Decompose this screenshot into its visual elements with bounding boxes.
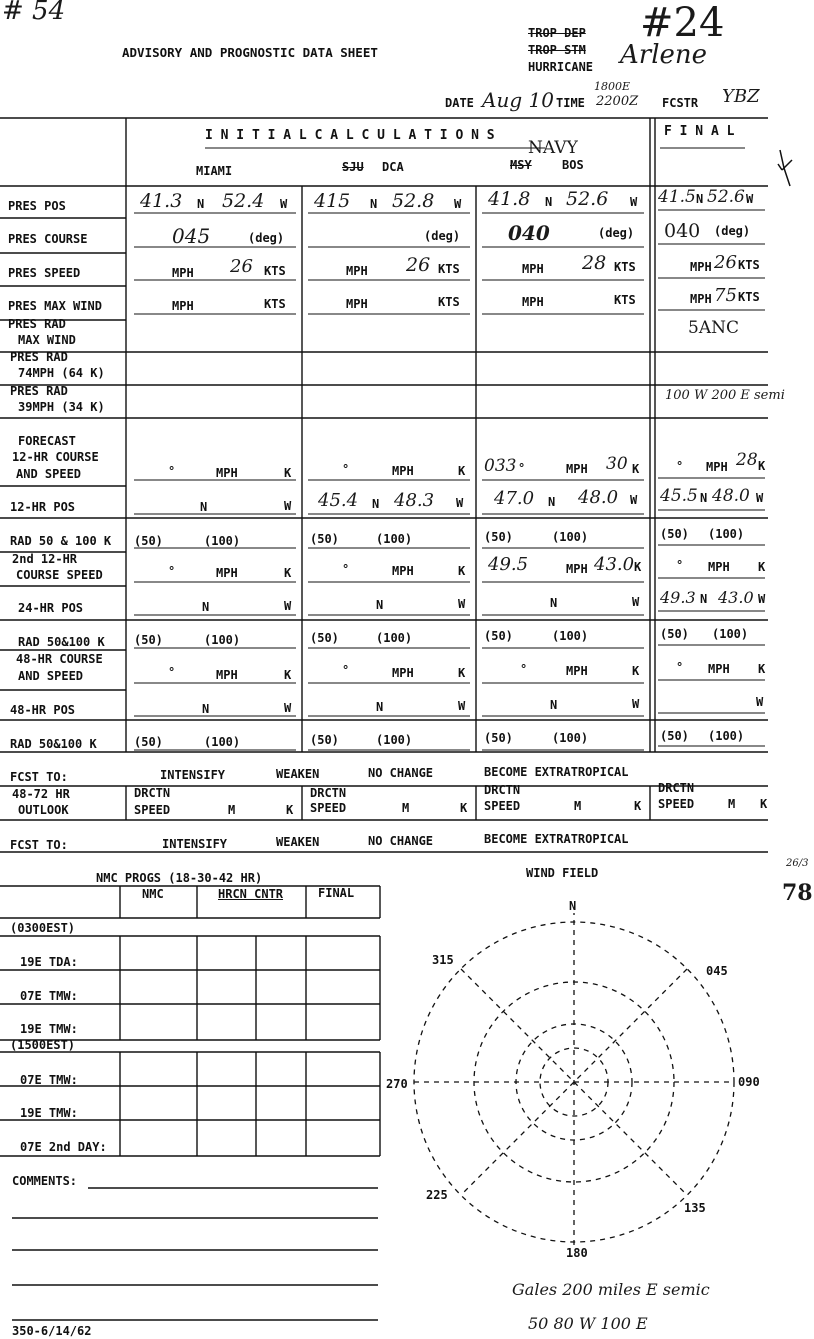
final-pos-w-label: W — [746, 192, 754, 206]
dca-r48-50: (50) — [310, 733, 339, 747]
row-12hr-pos: 12-HR POS — [10, 500, 76, 514]
final-r24-50: (50) — [660, 627, 689, 641]
miami-c48-deg: ° — [168, 665, 176, 679]
bos-c48-mph: MPH — [566, 664, 588, 678]
dca-12-lon: 48.3 — [394, 490, 435, 511]
time-label: TIME — [556, 96, 585, 110]
dca-drctn: DRCTN — [310, 786, 347, 800]
row-pres-rad-max-2: MAX WIND — [18, 333, 76, 347]
bos-r12-100: (100) — [552, 530, 589, 544]
row-pres-rad-74-1: PRES RAD — [10, 350, 68, 364]
final-fc-speed: 28 — [736, 450, 758, 470]
fcst-weaken-2: WEAKEN — [276, 835, 320, 849]
wind-135-label: 135 — [684, 1201, 706, 1215]
col-miami: MIAMI — [196, 164, 233, 178]
bos-c2-mph: MPH — [566, 562, 588, 576]
final-outlook-k: K — [760, 797, 768, 811]
outlook-label-2: OUTLOOK — [18, 803, 69, 817]
dca-r12-50: (50) — [310, 532, 339, 546]
final-fc-k: K — [758, 459, 766, 473]
dca-outlook-speed: SPEED — [310, 801, 347, 815]
fcst-extratropical-2: BECOME EXTRATROPICAL — [484, 832, 629, 846]
dca-48-n: N — [376, 700, 384, 714]
initial-calculations-heading: I N I T I A L C A L C U L A T I O N S — [205, 128, 495, 143]
miami-24-w: W — [284, 599, 292, 613]
dca-c48-mph: MPH — [392, 666, 414, 680]
final-rad-max-wind: 5ANC — [688, 318, 739, 338]
fcst-no-change-1: NO CHANGE — [368, 766, 434, 780]
miami-maxwind-kts: KTS — [264, 297, 286, 311]
miami-c48-mph: MPH — [216, 668, 238, 682]
final-r12-100: (100) — [708, 527, 745, 541]
dca-speed-mph: MPH — [346, 264, 368, 278]
final-fc-mph: MPH — [706, 460, 728, 474]
final-r48-100: (100) — [708, 729, 745, 743]
page-title: ADVISORY AND PROGNOSTIC DATA SHEET — [122, 45, 378, 60]
miami-course-deg: (deg) — [248, 231, 285, 245]
miami-r12-50: (50) — [134, 534, 163, 548]
col-navy-handwritten: NAVY — [528, 138, 578, 158]
final-24-lat: 49.3 — [660, 588, 696, 607]
final-24-n: N — [700, 592, 708, 606]
bos-c48-deg: ° — [520, 662, 528, 676]
final-rad-39: 100 W 200 E semi — [665, 388, 785, 403]
row-course48-2: AND SPEED — [18, 669, 84, 683]
wind-270-label: 270 — [386, 1077, 408, 1091]
bos-r24-100: (100) — [552, 629, 589, 643]
fcst-to-label-1: FCST TO: — [10, 770, 68, 784]
bos-12-w: W — [630, 493, 638, 507]
bos-12-lat: 47.0 — [494, 488, 535, 509]
side-note: 78 — [782, 880, 813, 906]
row-24hr-pos: 24-HR POS — [18, 601, 84, 615]
bos-drctn: DRCTN — [484, 783, 521, 797]
wind-315-label: 315 — [432, 953, 454, 967]
handwritten-note-1: Gales 200 miles E semic — [512, 1280, 710, 1299]
miami-pos-lon: 52.4 — [222, 190, 265, 212]
bos-speed: 28 — [582, 252, 607, 274]
final-speed: 26 — [714, 252, 737, 273]
bos-r48-100: (100) — [552, 731, 589, 745]
dca-c48-deg: ° — [342, 663, 350, 677]
miami-pos-lat: 41.3 — [140, 190, 183, 212]
bos-r48-50: (50) — [484, 731, 513, 745]
storm-type-trop-stm: TROP STM — [528, 43, 586, 57]
wind-field-title: WIND FIELD — [526, 866, 599, 880]
wind-n-label: N — [569, 899, 577, 913]
bos-48-w: W — [632, 697, 640, 711]
nmc-group-1500: (1500EST) — [10, 1038, 76, 1052]
bos-r12-50: (50) — [484, 530, 513, 544]
bos-speed-mph: MPH — [522, 262, 544, 276]
miami-outlook-m: M — [228, 803, 236, 817]
dca-outlook-k: K — [460, 801, 468, 815]
row-pres-rad-39-1: PRES RAD — [10, 384, 68, 398]
row-rad-12: RAD 50 & 100 K — [10, 534, 112, 548]
row-rad-24: RAD 50&100 K — [18, 635, 105, 649]
bos-maxwind-mph: MPH — [522, 295, 544, 309]
final-c48-mph: MPH — [708, 662, 730, 676]
final-outlook-m: M — [728, 797, 736, 811]
dca-12-n: N — [372, 497, 380, 511]
fcst-intensify-1: INTENSIFY — [160, 768, 226, 782]
miami-24-n: N — [202, 600, 210, 614]
bos-fc-deg: ° — [518, 461, 526, 475]
dca-r24-50: (50) — [310, 631, 339, 645]
row-pres-pos: PRES POS — [8, 199, 66, 213]
miami-maxwind-mph: MPH — [172, 299, 194, 313]
fcst-intensify-2: INTENSIFY — [162, 837, 228, 851]
miami-r12-100: (100) — [204, 534, 241, 548]
final-c2-mph: MPH — [708, 560, 730, 574]
bos-outlook-speed: SPEED — [484, 799, 521, 813]
form-number: 350-6/14/62 — [12, 1324, 92, 1338]
bos-pos-n-label: N — [545, 195, 553, 209]
dca-course-deg: (deg) — [424, 229, 461, 243]
final-r24-100: (100) — [712, 627, 749, 641]
miami-speed: 26 — [230, 256, 253, 277]
advisory-number: #24 — [640, 0, 725, 46]
miami-outlook-k: K — [286, 803, 294, 817]
miami-r24-50: (50) — [134, 633, 163, 647]
bos-48-n: N — [550, 698, 558, 712]
final-r12-50: (50) — [660, 527, 689, 541]
fcstr-value: YBZ — [722, 86, 760, 107]
miami-fc-k: K — [284, 466, 292, 480]
final-c48-deg: ° — [676, 660, 684, 674]
nmc-row-07e-tmw: 07E TMW: — [20, 989, 78, 1003]
dca-fc-mph: MPH — [392, 464, 414, 478]
fcstr-label: FCSTR — [662, 96, 699, 110]
wind-045-label: 045 — [706, 964, 728, 978]
dca-pos-lon: 52.8 — [392, 190, 435, 212]
final-c48-k: K — [758, 662, 766, 676]
nmc-row-19e-tda: 19E TDA: — [20, 955, 78, 969]
final-speed-mph: MPH — [690, 260, 712, 274]
dca-maxwind-mph: MPH — [346, 297, 368, 311]
final-maxwind-mph: MPH — [690, 292, 712, 306]
miami-speed-mph: MPH — [172, 266, 194, 280]
dca-r24-100: (100) — [376, 631, 413, 645]
row-course2-1: 2nd 12-HR — [12, 552, 78, 566]
bos-fc-mph: MPH — [566, 462, 588, 476]
bos-maxwind-kts: KTS — [614, 293, 636, 307]
final-12-lat: 45.5 — [660, 486, 698, 506]
time-value: 2200Z — [596, 94, 639, 109]
dca-pos-lat: 415 — [314, 190, 351, 212]
final-maxwind: 75 — [714, 285, 737, 306]
bos-c2-k: K — [634, 560, 642, 574]
fcst-extratropical-1: BECOME EXTRATROPICAL — [484, 765, 629, 779]
dca-outlook-m: M — [402, 801, 410, 815]
corner-mark: # 54 — [2, 0, 66, 26]
nmc-row-07e-2nd-day: 07E 2nd DAY: — [20, 1140, 107, 1154]
nmc-title: NMC PROGS (18-30-42 HR) — [96, 871, 263, 885]
dca-r12-100: (100) — [376, 532, 413, 546]
dca-48-w: W — [458, 699, 466, 713]
miami-12-w: W — [284, 499, 292, 513]
row-48hr-pos: 48-HR POS — [10, 703, 76, 717]
row-pres-rad-max-1: PRES RAD — [8, 317, 66, 331]
bos-c48-k: K — [632, 664, 640, 678]
storm-name: Arlene — [620, 40, 708, 70]
nmc-group-0300: (0300EST) — [10, 921, 76, 935]
final-24-w: W — [758, 592, 766, 606]
bos-course: 040 — [508, 221, 550, 245]
row-forecast-2: 12-HR COURSE — [12, 450, 99, 464]
final-12-n: N — [700, 491, 708, 505]
col-dca: DCA — [382, 160, 404, 174]
storm-type-hurricane: HURRICANE — [528, 60, 594, 74]
bos-fc-speed: 30 — [606, 454, 628, 474]
bos-outlook-k: K — [634, 799, 642, 813]
handwritten-note-2: 50 80 W 100 E — [528, 1314, 648, 1333]
miami-fc-deg: ° — [168, 464, 176, 478]
row-rad-48: RAD 50&100 K — [10, 737, 97, 751]
dca-fc-deg: ° — [342, 462, 350, 476]
comments-label: COMMENTS: — [12, 1174, 78, 1188]
bos-12-n: N — [548, 495, 556, 509]
fcst-to-label-2: FCST TO: — [10, 838, 68, 852]
final-fc-deg: ° — [676, 459, 684, 473]
nmc-col-final: FINAL — [318, 886, 355, 900]
outlook-label-1: 48-72 HR — [12, 787, 70, 801]
final-drctn: DRCTN — [658, 781, 695, 795]
final-outlook-speed: SPEED — [658, 797, 695, 811]
final-speed-kts: KTS — [738, 258, 760, 272]
dca-fc-k: K — [458, 464, 466, 478]
wind-225-label: 225 — [426, 1188, 448, 1202]
col-sju-struck: SJU — [342, 160, 364, 174]
dca-12-lat: 45.4 — [318, 490, 359, 511]
nmc-col-nmc: NMC — [142, 887, 164, 901]
final-12-w: W — [756, 491, 764, 505]
nmc-row-19e-tmw-2: 19E TMW: — [20, 1106, 78, 1120]
miami-speed-kts: KTS — [264, 264, 286, 278]
final-r48-50: (50) — [660, 729, 689, 743]
bos-fc-k: K — [632, 462, 640, 476]
row-pres-rad-74-2: 74MPH (64 K) — [18, 366, 105, 380]
miami-c2-k: K — [284, 566, 292, 580]
bos-24-w: W — [632, 595, 640, 609]
nmc-row-19e-tmw: 19E TMW: — [20, 1022, 78, 1036]
bos-pos-lat: 41.8 — [488, 188, 531, 210]
miami-outlook-speed: SPEED — [134, 803, 171, 817]
dca-c2-mph: MPH — [392, 564, 414, 578]
final-24-lon: 43.0 — [718, 588, 754, 607]
dca-c2-deg: ° — [342, 562, 350, 576]
final-maxwind-kts: KTS — [738, 290, 760, 304]
miami-pos-n-label: N — [197, 197, 205, 211]
miami-c48-k: K — [284, 668, 292, 682]
fcst-weaken-1: WEAKEN — [276, 767, 320, 781]
wind-090-label: 090 — [738, 1075, 760, 1089]
final-c2-deg: ° — [676, 558, 684, 572]
final-pos-n-label: N — [696, 192, 704, 206]
dca-24-w: W — [458, 597, 466, 611]
final-heading: F I N A L — [664, 124, 735, 139]
miami-fc-mph: MPH — [216, 466, 238, 480]
miami-r48-50: (50) — [134, 735, 163, 749]
dca-r48-100: (100) — [376, 733, 413, 747]
final-course-deg: (deg) — [714, 224, 751, 238]
bos-pos-w-label: W — [630, 195, 638, 209]
final-pos-lon: 52.6 — [707, 187, 745, 207]
col-bos: BOS — [562, 158, 584, 172]
final-pos-lat: 41.5 — [658, 187, 696, 207]
date-label: DATE — [445, 96, 474, 110]
final-48-w: W — [756, 695, 764, 709]
bos-pos-lon: 52.6 — [566, 188, 609, 210]
miami-c2-mph: MPH — [216, 566, 238, 580]
row-forecast-3: AND SPEED — [16, 467, 82, 481]
dca-24-n: N — [376, 598, 384, 612]
row-forecast-1: FORECAST — [18, 434, 76, 448]
nmc-col-hrcn: HRCN CNTR — [218, 887, 284, 901]
dca-c2-k: K — [458, 564, 466, 578]
bos-24-n: N — [550, 596, 558, 610]
row-pres-rad-39-2: 39MPH (34 K) — [18, 400, 105, 414]
bos-outlook-m: M — [574, 799, 582, 813]
row-course2-2: COURSE SPEED — [16, 568, 103, 582]
time-above-value: 1800E — [594, 80, 631, 93]
dca-speed: 26 — [406, 254, 431, 276]
fcst-no-change-2: NO CHANGE — [368, 834, 434, 848]
storm-type-trop-dep: TROP DEP — [528, 26, 586, 40]
miami-pos-w-label: W — [280, 197, 288, 211]
row-pres-max-wind: PRES MAX WIND — [8, 299, 102, 313]
dca-maxwind-kts: KTS — [438, 295, 460, 309]
miami-c2-deg: ° — [168, 564, 176, 578]
col-msy-struck: MSY — [510, 158, 532, 172]
miami-48-n: N — [202, 702, 210, 716]
dca-pos-w-label: W — [454, 197, 462, 211]
wind-180-label: 180 — [566, 1246, 588, 1260]
row-pres-course: PRES COURSE — [8, 232, 88, 246]
miami-r24-100: (100) — [204, 633, 241, 647]
final-course: 040 — [664, 220, 701, 242]
miami-r48-100: (100) — [204, 735, 241, 749]
bos-c2-course: 49.5 — [488, 554, 529, 575]
dca-12-w: W — [456, 496, 464, 510]
bos-course-deg: (deg) — [598, 226, 635, 240]
dca-pos-n-label: N — [370, 197, 378, 211]
bos-c2-speed: 43.0 — [594, 554, 635, 575]
side-note-small: 26/3 — [786, 858, 809, 869]
nmc-row-07e-tmw-2: 07E TMW: — [20, 1073, 78, 1087]
date-value: Aug 10 — [482, 88, 554, 112]
bos-r24-50: (50) — [484, 629, 513, 643]
bos-fc-course: 033 — [484, 456, 517, 476]
dca-speed-kts: KTS — [438, 262, 460, 276]
row-course48-1: 48-HR COURSE — [16, 652, 103, 666]
miami-48-w: W — [284, 701, 292, 715]
row-pres-speed: PRES SPEED — [8, 266, 81, 280]
miami-drctn: DRCTN — [134, 786, 171, 800]
bos-12-lon: 48.0 — [578, 487, 619, 508]
miami-course: 045 — [172, 224, 211, 248]
final-12-lon: 48.0 — [712, 486, 750, 506]
bos-speed-kts: KTS — [614, 260, 636, 274]
dca-c48-k: K — [458, 666, 466, 680]
final-c2-k: K — [758, 560, 766, 574]
miami-12-n: N — [200, 500, 208, 514]
